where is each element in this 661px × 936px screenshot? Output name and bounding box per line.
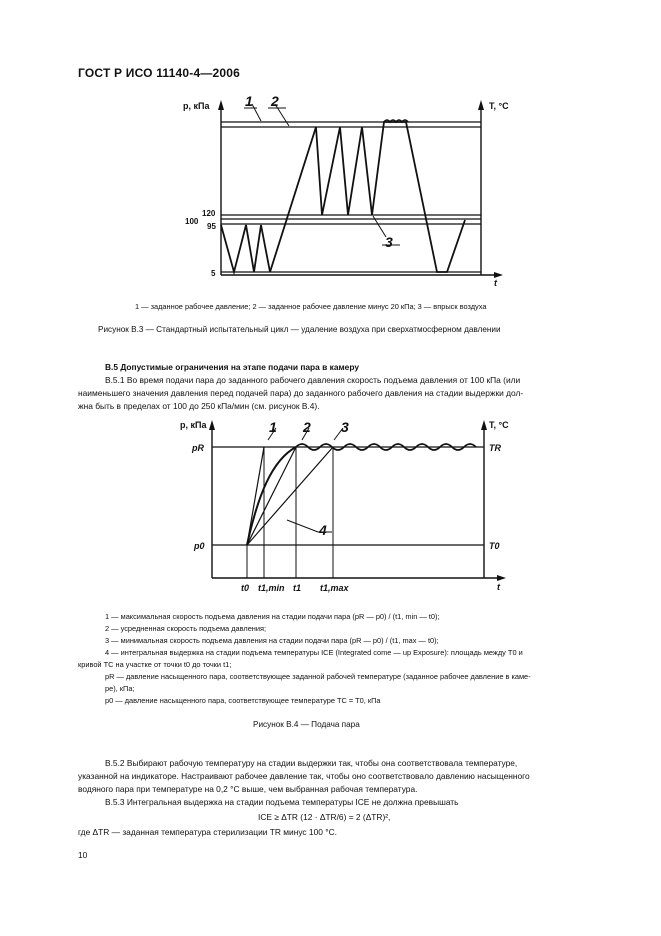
b4-label-TR: TR — [489, 443, 501, 453]
b4-legend-3: 3 — минимальная скорость подъема давления на стадии подачи пара (pR — p0) / (t1, max — t0); — [105, 636, 439, 645]
b4-legend-pR-1: pR — давление насыщенного пара, соответствующее заданной рабочей температуре (заданное рабочее давление в каме- — [105, 672, 531, 681]
b3-legend: 1 — заданное рабочее давление; 2 — заданное рабочее давление минус 20 кПа; 3 — впрыск воздуха — [135, 302, 487, 311]
section-b52-line3: водяного пара при температуре на 0,2 °С выше, чем выбранная рабочая температура. — [78, 784, 418, 794]
section-b52-line2: указанной на индикаторе. Настраивают рабочее давление так, чтобы оно соответствовало давлению насыщенного — [78, 771, 530, 781]
page-number: 10 — [78, 850, 88, 860]
b3-tick-100: 100 — [185, 217, 199, 226]
b4-label-t1min: t1,min — [258, 583, 285, 593]
b3-tick-120: 120 — [202, 209, 216, 218]
b4-marker-3: 3 — [341, 419, 349, 435]
b4-legend-4a: 4 — интегральная выдержка на стадии подъема температуры ICE (Integrated come — up Exposure): площадь между T0 и — [105, 648, 523, 657]
b4-label-p0: p0 — [194, 541, 205, 551]
b4-label-t1: t1 — [293, 583, 302, 593]
b4-axis-x-label: t — [497, 582, 500, 592]
section-b53-formula: ICE ≥ ΔTR (12 · ΔTR/6) = 2 (ΔTR)², — [258, 812, 391, 822]
section-b5-p1-line2: наименьшего значения давления перед подачей пара) до заданного рабочего давления на стадии выдержки дол- — [78, 388, 524, 398]
section-b5-p1-line3: жна быть в пределах от 100 до 250 кПа/мин (см. рисунок В.4). — [78, 401, 320, 411]
b3-marker-2: 2 — [271, 93, 279, 109]
section-b52-line1: В.5.2 Выбирают рабочую температуру на стадии выдержки так, чтобы она соответствовала температуре, — [105, 758, 518, 768]
b3-marker-1: 1 — [245, 93, 253, 109]
b4-right-arrow — [481, 420, 487, 430]
b3-caption: Рисунок В.3 — Стандартный испытательный цикл — удаление воздуха при сверхатмосферном давлении — [98, 325, 501, 334]
b4-time-arrow — [497, 575, 506, 581]
b3-axis-left-label: p, кПа — [183, 101, 210, 111]
b3-tick-95: 95 — [207, 222, 216, 231]
b4-axis-right-label: T, °C — [489, 420, 509, 430]
b3-tick-5: 5 — [211, 269, 216, 278]
b4-caption: Рисунок В.4 — Подача пара — [253, 720, 360, 729]
b3-axis-x-label: t — [494, 278, 497, 288]
section-b53-line1: В.5.3 Интегральная выдержка на стадии подъема температуры ICE не должна превышать — [105, 797, 459, 807]
b4-legend-4b: кривой TC на участке от точки t0 до точки t1; — [78, 660, 232, 669]
b4-label-t0: t0 — [241, 583, 250, 593]
b4-label-pR: pR — [192, 443, 204, 453]
b4-marker-2: 2 — [303, 419, 311, 435]
b4-legend-1: 1 — максимальная скорость подъема давления на стадии подачи пара (pR — p0) / (t1, min — t0); — [105, 612, 440, 621]
section-b53-where: где ΔTR — заданная температура стерилизации TR минус 100 °С. — [78, 827, 337, 837]
b4-line-average-rate — [247, 447, 296, 545]
b4-label-T0: T0 — [489, 541, 500, 551]
section-b5-heading: В.5 Допустимые ограничения на этапе подачи пара в камеру — [105, 362, 360, 372]
b4-marker-1: 1 — [269, 419, 277, 435]
b4-left-arrow — [209, 420, 215, 430]
b4-legend-2: 2 — усредненная скорость подъема давления; — [105, 624, 267, 633]
b4-label-t1max: t1,max — [320, 583, 349, 593]
b3-axis-right-label: T, °C — [489, 101, 509, 111]
b3-marker-3: 3 — [385, 234, 393, 250]
b4-marker-4: 4 — [319, 522, 327, 538]
section-b5-p1-line1: В.5.1 Во время подачи пара до заданного рабочего давления скорость подъема давления от 100 кПа (или — [105, 375, 521, 385]
b4-legend-p0: p0 — давление насыщенного пара, соответствующее температуре TC = T0, кПа — [105, 696, 381, 705]
b4-axis-left-label: p, кПа — [180, 420, 207, 430]
b4-legend-pR-2: ре), кПа; — [105, 684, 135, 693]
document-header: ГОСТ Р ИСО 11140-4—2006 — [78, 66, 241, 80]
